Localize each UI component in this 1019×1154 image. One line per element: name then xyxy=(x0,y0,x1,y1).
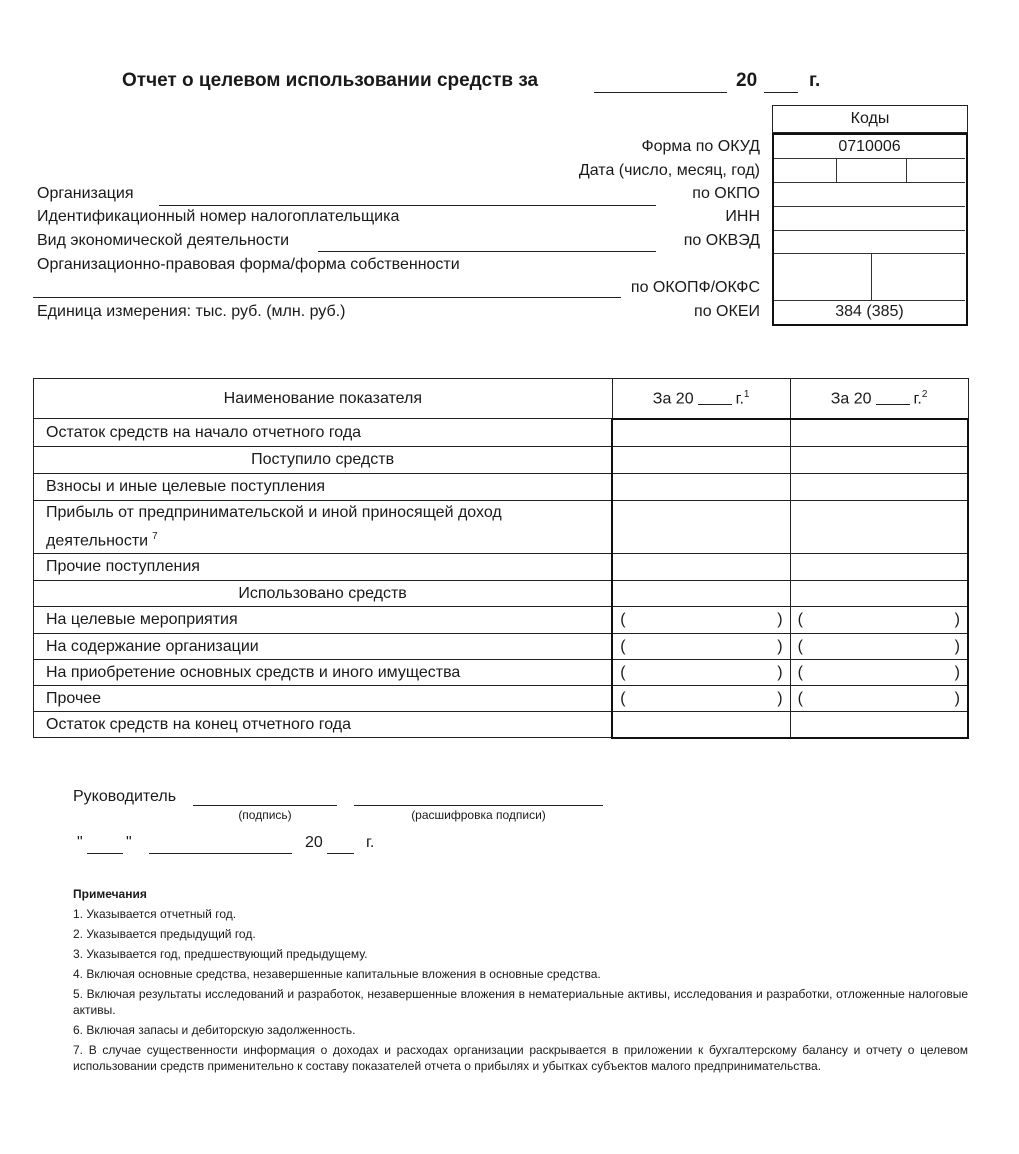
table-row xyxy=(34,607,969,634)
paren-open: ( xyxy=(620,611,626,629)
col2-prefix: За 20 xyxy=(652,389,694,407)
paren-open: ( xyxy=(797,611,803,629)
row-label: Прочие поступления xyxy=(34,554,613,581)
activity-field[interactable] xyxy=(318,251,656,252)
note-item: 1. Указывается отчетный год. xyxy=(73,907,237,921)
inn-code-cell[interactable] xyxy=(774,207,965,231)
note-item: 7. В случае существенности информация о доходах и расходах организации раскрывается в приложении к бухгалтерскому балансу и отчету о целевом использовании средств применительно к составу показателей отчета о прибылях и убытках субъектов малого предпринимательства. xyxy=(73,1043,968,1073)
codes-header: Коды xyxy=(772,105,968,133)
value-cell[interactable] xyxy=(790,712,968,738)
col3-prefix: За 20 xyxy=(830,389,872,407)
row-label-cell xyxy=(34,501,613,554)
value-cell[interactable] xyxy=(790,581,968,607)
table-row xyxy=(34,712,969,738)
okved-label: по ОКВЭД xyxy=(683,232,760,249)
value-cell[interactable] xyxy=(790,554,968,581)
notes-heading: Примечания xyxy=(73,887,147,901)
note-item: 3. Указывается год, предшествующий предыдущему. xyxy=(73,947,368,961)
date-label: Дата (число, месяц, год) xyxy=(578,162,760,179)
col-current-year-header xyxy=(612,379,790,419)
decode-caption: (расшифровка подписи) xyxy=(411,808,546,822)
okved-code-cell[interactable] xyxy=(774,231,965,254)
value-cell[interactable] xyxy=(790,607,968,634)
title-year-prefix: 20 xyxy=(736,70,758,91)
row-label: На содержание организации xyxy=(34,634,613,660)
okopf-code-cell[interactable] xyxy=(774,254,965,301)
okud-code-cell[interactable]: 0710006 xyxy=(774,135,965,159)
col3-suffix: г. xyxy=(913,389,922,407)
notes-section xyxy=(73,884,968,1076)
value-cell[interactable] xyxy=(612,660,790,686)
table-row xyxy=(34,501,969,554)
legal-form-field[interactable] xyxy=(33,297,621,298)
col-name-header: Наименование показателя xyxy=(34,379,613,419)
value-cell[interactable] xyxy=(612,554,790,581)
report-table xyxy=(33,378,969,739)
row-label: На целевые мероприятия xyxy=(34,607,613,634)
table-row xyxy=(34,581,969,607)
report-title xyxy=(0,68,1019,96)
okpo-code-cell[interactable] xyxy=(774,183,965,207)
col2-year-blank[interactable] xyxy=(698,404,732,405)
row-footnote: 7 xyxy=(152,531,158,542)
row-label: На приобретение основных средств и иного имущества xyxy=(34,660,613,686)
unit-label: Единица измерения: тыс. руб. (млн. руб.) xyxy=(37,303,346,320)
value-cell[interactable] xyxy=(790,419,968,447)
note-item: 6. Включая запасы и дебиторскую задолженность. xyxy=(73,1023,356,1037)
value-cell[interactable] xyxy=(790,501,968,554)
note-item: 5. Включая результаты исследований и разработок, незавершенные вложения в нематериальные активы, исследования и разработки, отложенные налоговые активы. xyxy=(73,987,968,1017)
okopf-label: по ОКОПФ/ОКФС xyxy=(630,279,760,296)
table-header-row xyxy=(34,379,969,419)
col3-year-blank[interactable] xyxy=(876,404,910,405)
paren-open: ( xyxy=(620,689,626,707)
day-field[interactable] xyxy=(87,853,123,854)
okei-code-cell[interactable]: 384 (385) xyxy=(835,303,904,320)
paren-open: ( xyxy=(797,663,803,681)
col2-suffix: г. xyxy=(735,389,744,407)
paren-open: ( xyxy=(620,663,626,681)
paren-open: ( xyxy=(797,637,803,655)
paren-close: ) xyxy=(777,611,783,629)
close-quote: " xyxy=(126,834,132,851)
date-year-prefix: 20 xyxy=(305,834,323,851)
value-cell[interactable] xyxy=(612,686,790,712)
period-blank[interactable] xyxy=(594,92,727,93)
paren-close: ) xyxy=(954,611,960,629)
signature-field[interactable] xyxy=(193,805,337,806)
paren-close: ) xyxy=(777,689,783,707)
title-text: Отчет о целевом использовании средств за xyxy=(122,70,539,91)
date-year-suffix: г. xyxy=(366,834,375,851)
value-cell[interactable] xyxy=(612,419,790,447)
activity-label: Вид экономической деятельности xyxy=(37,232,290,249)
open-quote: " xyxy=(77,834,83,851)
value-cell[interactable] xyxy=(790,474,968,501)
title-year-suffix: г. xyxy=(809,70,821,91)
row-label: Прочее xyxy=(34,686,613,712)
col3-footnote: 2 xyxy=(921,388,928,400)
paren-close: ) xyxy=(954,663,960,681)
table-row xyxy=(34,554,969,581)
okpo-label: по ОКПО xyxy=(692,185,760,202)
value-cell[interactable] xyxy=(612,607,790,634)
section-label: Использовано средств xyxy=(34,581,613,607)
value-cell[interactable] xyxy=(612,712,790,738)
value-cell[interactable] xyxy=(612,474,790,501)
signature-caption: (подпись) xyxy=(238,808,292,822)
codes-box xyxy=(772,133,968,326)
head-label: Руководитель xyxy=(73,788,177,805)
value-cell[interactable] xyxy=(612,501,790,554)
col-previous-year-header xyxy=(790,379,968,419)
value-cell[interactable] xyxy=(612,634,790,660)
value-cell[interactable] xyxy=(790,634,968,660)
row-label: Остаток средств на конец отчетного года xyxy=(34,712,613,738)
table-row xyxy=(34,686,969,712)
note-item: 4. Включая основные средства, незавершенные капитальные вложения в основные средства. xyxy=(73,967,601,981)
row-label: Прибыль от предпринимательской и иной приносящей доход деятельности xyxy=(46,504,502,550)
row-label: Взносы и иные целевые поступления xyxy=(34,474,613,501)
inn-long-label: Идентификационный номер налогоплательщика xyxy=(37,208,400,225)
table-row xyxy=(34,660,969,686)
date-code-cell[interactable] xyxy=(774,159,965,183)
month-field[interactable] xyxy=(149,853,292,854)
value-cell[interactable] xyxy=(612,581,790,607)
note-item: 2. Указывается предыдущий год. xyxy=(73,927,256,941)
okei-label: по ОКЕИ xyxy=(694,303,760,320)
date-year-field[interactable] xyxy=(327,853,354,854)
okud-label: Форма по ОКУД xyxy=(641,138,760,155)
table-row xyxy=(34,634,969,660)
inn-label: ИНН xyxy=(725,208,760,225)
signature-decode-field[interactable] xyxy=(354,805,603,806)
value-cell[interactable] xyxy=(790,686,968,712)
table-row xyxy=(34,419,969,447)
organization-label: Организация xyxy=(37,185,134,202)
paren-close: ) xyxy=(777,663,783,681)
paren-close: ) xyxy=(777,637,783,655)
value-cell[interactable] xyxy=(790,447,968,474)
value-cell[interactable] xyxy=(790,660,968,686)
section-label: Поступило средств xyxy=(34,447,613,474)
organization-field[interactable] xyxy=(159,205,656,206)
legal-form-label: Организационно-правовая форма/форма собственности xyxy=(37,256,460,273)
table-row xyxy=(34,474,969,501)
paren-close: ) xyxy=(954,689,960,707)
table-row xyxy=(34,447,969,474)
year-blank[interactable] xyxy=(764,92,798,93)
col2-footnote: 1 xyxy=(743,388,750,400)
paren-open: ( xyxy=(620,637,626,655)
paren-close: ) xyxy=(954,637,960,655)
row-label: Остаток средств на начало отчетного года xyxy=(34,419,613,447)
paren-open: ( xyxy=(797,689,803,707)
value-cell[interactable] xyxy=(612,447,790,474)
